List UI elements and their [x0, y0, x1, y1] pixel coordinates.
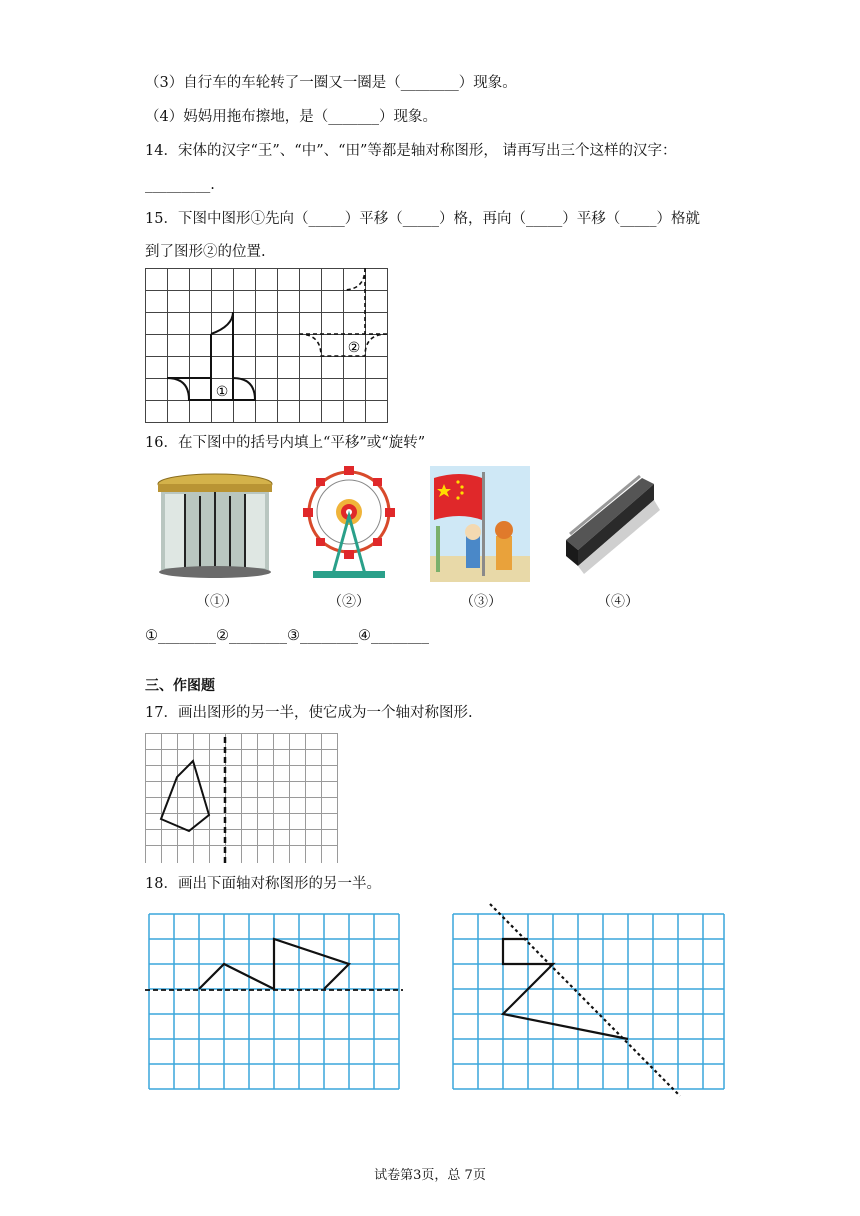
figure-17-grid: [145, 733, 341, 865]
caption-2: （②）: [328, 594, 370, 610]
caption-4: （④）: [597, 594, 639, 610]
figure-15-grid: [145, 268, 389, 424]
revolving-door-image: [155, 470, 275, 580]
escalator-image: [560, 470, 660, 580]
figure-18-left-grid: [145, 912, 405, 1092]
ferris-wheel-image: [303, 466, 395, 582]
question-17: 17．画出图形的另一半，使它成为一个轴对称图形.: [145, 705, 473, 721]
half-shape: [161, 761, 209, 831]
question-15-line2: 到了图形②的位置.: [145, 244, 266, 260]
question-14: 14．宋体的汉字“王”、“中”、“田”等都是轴对称图形， 请再写出三个这样的汉字：: [145, 143, 677, 159]
question-13-4: （4）妈妈用拖布擦地，是（_______）现象。: [145, 109, 437, 125]
caption-3: （③）: [460, 594, 502, 610]
question-14-blank: _________.: [145, 177, 215, 193]
caption-1: （①）: [196, 594, 238, 610]
question-16: 16．在下图中的括号内填上“平移”或“旋转”: [145, 435, 426, 451]
page-footer: 试卷第3页，总 7页: [374, 1168, 486, 1183]
flag-raising-image: [430, 466, 530, 582]
shape-1-label: ①: [215, 384, 229, 400]
section-3-title: 三、作图题: [145, 678, 215, 694]
question-13-3: （3）自行车的车轮转了一圈又一圈是（________）现象。: [145, 75, 517, 91]
question-18: 18．画出下面轴对称图形的另一半。: [145, 876, 381, 892]
question-15-line1: 15．下图中图形①先向（_____）平移（_____）格，再向（_____）平移（_____）格就: [145, 211, 700, 227]
figure-18-right-grid: [450, 900, 730, 1100]
shape-2-label: ②: [347, 340, 361, 356]
question-16-answers: ①________②________③________④________: [145, 628, 429, 644]
